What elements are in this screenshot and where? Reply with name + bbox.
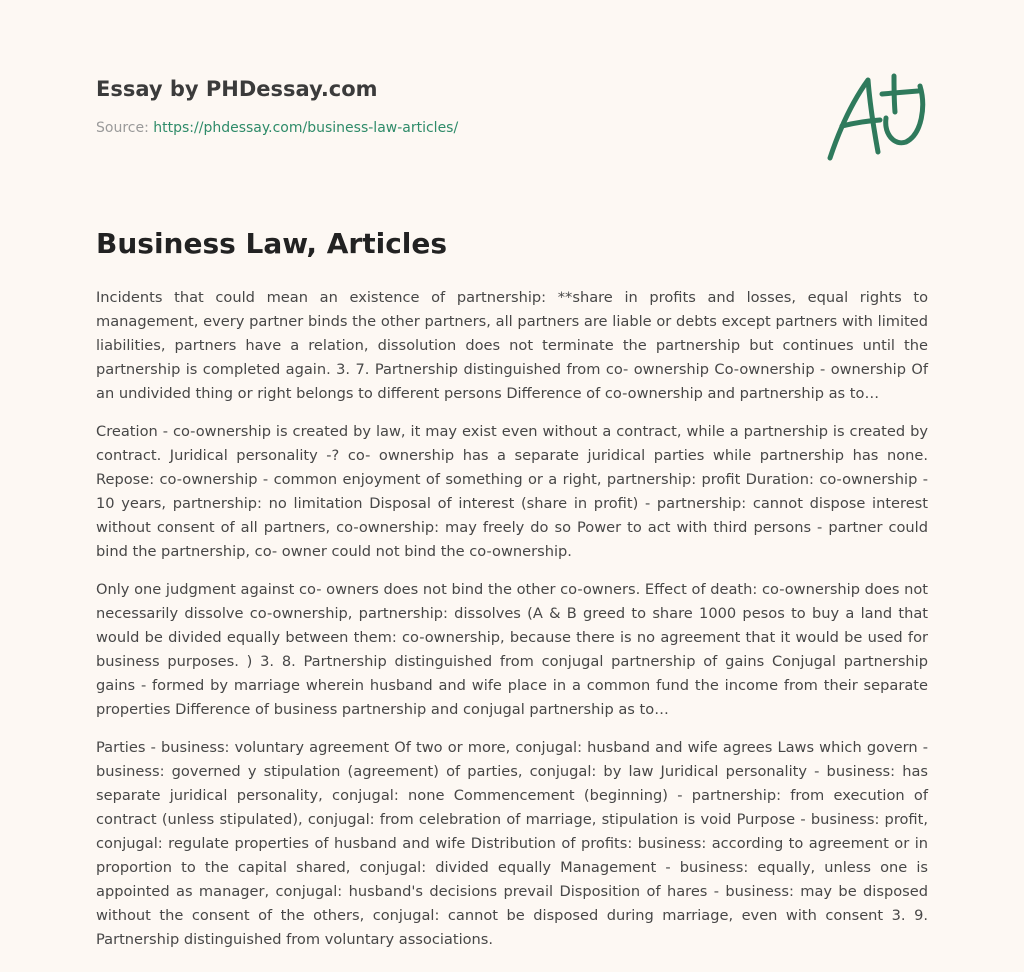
article-title: Business Law, Articles bbox=[96, 227, 448, 260]
a-plus-grade-icon bbox=[822, 66, 932, 166]
article-paragraph: Creation - co-ownership is created by law, it may exist even without a contract, while a partnership is created by contract. Juridical personality -? co- ownership has a separate juridical parties while partnership has none. Repose: co-ownership - common enjoyment of something or a right, partnership: profit Duration: co-ownership - 10 years, partnership: no limitation Disposal of interest (share in profit) - partnership: cannot dispose interest without consent of all partners, co-ownership: may freely do so Power to act with third persons - partner could bind the partnership, co- owner could not bind the co-ownership. bbox=[96, 423, 928, 560]
article-paragraph: Only one judgment against co- owners does not bind the other co-owners. Effect of death: co-ownership does not necessarily dissolve co-ownership, partnership: dissolves (A & B greed to share 1000 pesos to buy a land that would be divided equally between them: co-ownership, because there is no agreement that it would be used for business purposes. ) 3. 8. Partnership distinguished from conjugal partnership of gains Conjugal partnership gains - formed by marriage wherein husband and wife place in a common fund the income from their separate properties Difference of business partnership and conjugal partnership as to… bbox=[96, 581, 928, 718]
source-link[interactable]: https://phdessay.com/business-law-articles/ bbox=[153, 120, 459, 136]
source-label: Source: bbox=[96, 120, 154, 136]
article-paragraph: Parties - business: voluntary agreement Of two or more, conjugal: husband and wife agrees Laws which govern - business: governed y stipulation (agreement) of parties, conjugal: by law Juridical personality - business: has separate juridical personality, conjugal: none Commencement (beginning) - partnership: from execution of contract (unless stipulated), conjugal: from celebration of marriage, stipulation is void Purpose - business: profit, conjugal: regulate properties of husband and wife Distribution of profits: business: according to agreement or in proportion to the capital shared, conjugal: divided equally Management - business: equally, unless one is appointed as manager, conjugal: husband's decisions prevail Disposition of hares - business: may be disposed without the consent of the others, conjugal: cannot be disposed during marriage, even with consent 3. 9. Partnership distinguished from voluntary associations. bbox=[96, 739, 928, 948]
source-line bbox=[96, 118, 656, 138]
site-brand: Essay by PHDessay.com bbox=[96, 77, 378, 101]
article-body bbox=[96, 286, 928, 966]
essay-header bbox=[96, 74, 656, 138]
article-paragraph: Incidents that could mean an existence of partnership: **share in profits and losses, equal rights to management, every partner binds the other partners, all partners are liable or debts except partners with limited liabilities, partners have a relation, dissolution does not terminate the partnership but continues until the partnership is completed again. 3. 7. Partnership distinguished from co- ownership Co-ownership - ownership Of an undivided thing or right belongs to different persons Difference of co-ownership and partnership as to… bbox=[96, 289, 928, 402]
